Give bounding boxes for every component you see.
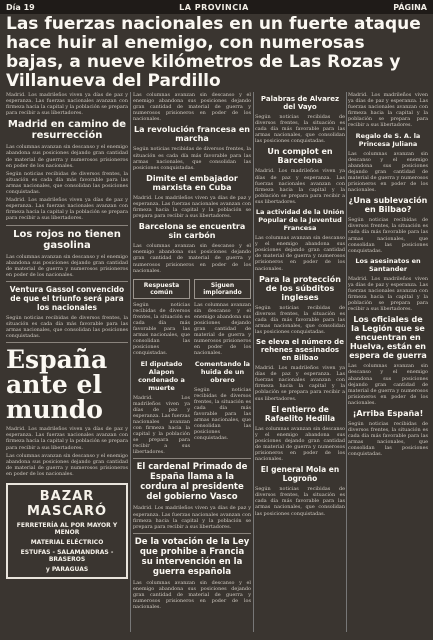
issue-day: Día 19 (6, 2, 35, 12)
column-divider (130, 92, 131, 632)
article-text: Madrid. Los madrileños viven ya días de paz y esperanza. Las fuerzas nacionales avanzan con firmeza hacia la capital y la población se prepara para recibir a sus libertadores. (133, 194, 251, 220)
article-text: Las columnas avanzan sin descanso y el enemigo abandona sus posiciones dejando gran cantidad de material de guerra y numerosos prisioneros en poder de los nacionales. (133, 243, 251, 274)
headline-huida: Comentando la huida de un obrero (194, 359, 251, 384)
column-divider (346, 92, 347, 632)
article-text: Las columnas avanzan sin descanso y el enemigo abandona sus posiciones dejando gran cantidad de material de guerra y numerosos prisioneros en poder de los nacionales. (255, 235, 345, 272)
ad-title: BAZAR MASCARÓ (26, 489, 108, 519)
article-text: Según noticias recibidas de diversos frentes, la situación es cada día más favorable para las armas nacionales, que consolidan las posiciones conquistadas. (194, 386, 251, 442)
split-articles (133, 276, 251, 456)
headline-complot: Un complot en Barcelona (267, 147, 333, 166)
column-3 (255, 92, 345, 632)
headline-carbon: Barcelona se encuentra sin carbón (138, 222, 246, 241)
article-text: Madrid. Los madrileños viven ya días de paz y esperanza. Las fuerzas nacionales avanzan con firmeza hacia la capital y la población se prepara para recibir a sus libertadores. (348, 92, 428, 129)
article-text: Según noticias recibidas de diversos frentes, la situación es cada día más favorable para las armas nacionales, que consolidan las posiciones conquistadas. (255, 304, 345, 335)
headline-rehenes: Se eleva el número de rehenes asesinados en Bilbao (256, 338, 344, 363)
article-text: Según noticias recibidas de diversos frentes, la situación es cada día más favorable para las armas nacionales, que consolidan las posiciones conquistadas. (255, 486, 345, 517)
headline-respuesta: Respuesta común (133, 279, 190, 299)
article-text: Las columnas avanzan sin descanso y el enemigo abandona sus posiciones dejando gran cantidad de material de guerra y numerosos prisioneros en poder de los nacionales. (255, 425, 345, 463)
headline-gasolina: Los rojos no tienen gasolina (13, 228, 121, 251)
headline-madrid: Madrid en camino de resurrección (7, 119, 127, 142)
article-text: Según noticias recibidas de diversos frentes, la situación es cada día más favorable para las armas nacionales, que consolidan las posiciones conquistadas. (6, 170, 128, 196)
article-text: Las columnas avanzan sin descanso y el enemigo abandona sus posiciones dejando gran cantidad de material de guerra y numerosos prisioneros en poder de los nacionales. (6, 452, 128, 477)
article-text: Según noticias recibidas de diversos frentes, la situación es cada día más favorable para las armas nacionales, que consolidan las posiciones conquistadas. (348, 217, 428, 254)
headline-alapon: El diputado Alapon condenado a muerte (138, 359, 185, 392)
article-text: Según noticias recibidas de diversos frentes, la situación es cada día más favorable para las armas nacionales, que consolidan las posiciones conquistadas. (6, 314, 128, 340)
ad-line: FERRETERÍA AL POR MAYOR Y MENOR (16, 522, 118, 536)
headline-vayo: Palabras de Alvarez del Vayo (260, 95, 340, 111)
ad-line: MATERIAL ELÉCTRICO (30, 539, 104, 546)
divider (133, 458, 251, 459)
article-text: Las columnas avanzan sin descanso y el enemigo abandona sus posiciones dejando gran cantidad de material de guerra y numerosos prisioneros en poder de los nacionales. (6, 253, 128, 278)
divider (6, 342, 128, 343)
article-text: Madrid. Los madrileños viven ya días de paz y esperanza. Las fuerzas nacionales avanzan con firmeza hacia la capital y la población se prepara para recibir a sus libertadores. (255, 365, 345, 402)
masthead (0, 0, 433, 14)
headline-cardenal: El cardenal Primado de España llama a la cordura al presidente del gobierno Vasco (136, 462, 248, 503)
article-text: Las columnas avanzan sin descanso y el enemigo abandona sus posiciones dejando gran cantidad de material de guerra y numerosos prisioneros en poder de los nacionales. (133, 92, 251, 123)
article-text: Madrid. Los madrileños viven ya días de paz y esperanza. Las fuerzas nacionales avanzan con firmeza hacia la capital y la población se prepara para recibir a sus libertadores. (348, 275, 428, 313)
headline-mola: El general Mola en Logroño (260, 465, 340, 484)
article-text: Madrid. Los madrileños viven ya días de paz y esperanza. Las fuerzas nacionales avanzan con firmeza hacia la capital y la población se prepara para recibir a sus libertadores. (6, 92, 128, 117)
headline-santander: Los asesinatos en Santander (355, 256, 421, 273)
headline-espana-mundo: España ante el mundo (6, 345, 108, 425)
ad-line: ESTUFAS - SALAMANDRAS - BRASEROS (20, 549, 114, 563)
newspaper-title: LA PROVINCIA (179, 2, 249, 12)
article-text: Las columnas avanzan sin descanso y el enemigo abandona sus posiciones dejando gran cantidad de material de guerra y numerosos prisioneros en poder de los nacionales. (348, 150, 428, 194)
main-headline: Las fuerzas nacionales en un fuerte ataque hace huir al enemigo, con numerosas bajas, a nueve kilómetros de Las Rozas y Villanueva del Pardillo (6, 14, 421, 91)
headline-votacion: De la votación de la Ley que prohibe a Francia su intervención en la guerra española (134, 536, 250, 577)
article-text: Madrid. Los madrileños viven ya días de paz y esperanza. Las fuerzas nacionales avanzan con firmeza hacia la capital y la población se prepara para recibir a sus libertadores. (6, 197, 128, 222)
article-text: Según noticias recibidas de diversos frentes, la situación es cada día más favorable para las armas nacionales, que consolidan las posiciones conquistadas. (348, 421, 428, 458)
headline-arriba: ¡Arriba España! (352, 409, 424, 418)
page-label: PÁGINA (393, 2, 427, 12)
article-text: Las columnas avanzan sin descanso y el enemigo abandona sus posiciones dejando gran cantidad de material de guerra y numerosos prisioneros en poder de los nacionales. (133, 579, 251, 611)
headline-sublevacion: ¿Una sublevación en Bilbao? (348, 196, 428, 215)
article-text: Las columnas avanzan sin descanso y el enemigo abandona sus posiciones dejando gran cantidad de material de guerra y numerosos prisioneros en poder de los nacionales. (194, 301, 251, 357)
headline-revolucion: La revolución francesa en marcha (133, 125, 250, 144)
headline-embajador: Dimite el embajador marxista en Cuba (146, 173, 238, 192)
ad-line: y PARAGUAS (45, 566, 89, 573)
article-text: Madrid. Los madrileños viven ya días de paz y esperanza. Las fuerzas nacionales avanzan con firmeza hacia la capital y la población se prepara para recibir a sus libertadores. (255, 168, 345, 205)
headline-ingleses: Para la protección de los súbditos ingleses (259, 274, 341, 302)
headline-gassol: Ventura Gassol convencido de que el triunfo será para los nacionales (9, 284, 125, 312)
headline-hedilla: El entierro de Rafaelito Hedilla (264, 404, 336, 423)
article-text: Según noticias recibidas de diversos frentes, la situación es cada día más favorable para las armas nacionales, que consolidan las posiciones conquistadas. (255, 114, 345, 145)
divider (133, 533, 251, 534)
divider (6, 225, 128, 226)
column-1 (6, 92, 128, 632)
headline-legion: Los oficiales de la Legión que se encuentran en Huelva, están en espera de guerra (349, 315, 427, 361)
headline-implorando: Siguen implorando (194, 279, 251, 299)
column-2 (133, 92, 251, 632)
article-text: Las columnas avanzan sin descanso y el enemigo abandona sus posiciones dejando gran cantidad de material de guerra y numerosos prisioneros en poder de los nacionales. (6, 144, 128, 169)
article-text: Madrid. Los madrileños viven ya días de paz y esperanza. Las fuerzas nacionales avanzan con firmeza hacia la capital y la población se prepara para recibir a sus libertadores. (6, 426, 128, 451)
headline-juventud: La actividad de la Unión Popular de la Juventud Francesa (255, 208, 345, 233)
article-text: Según noticias recibidas de diversos frentes, la situación es cada día más favorable para las armas nacionales, que consolidan las posiciones conquistadas. (133, 146, 251, 171)
advertisement-bazar (6, 483, 128, 579)
column-4 (348, 92, 428, 632)
article-text: Madrid. Los madrileños viven ya días de paz y esperanza. Las fuerzas nacionales avanzan con firmeza hacia la capital y la población se prepara para recibir a sus libertadores. (133, 505, 251, 530)
column-divider (253, 92, 254, 632)
article-text: Madrid. Los madrileños viven ya días de paz y esperanza. Las fuerzas nacionales avanzan con firmeza hacia la capital y la población se prepara para recibir a sus libertadores. (133, 394, 190, 456)
divider (6, 281, 128, 282)
headline-juliana: Regalo de S. A. la Princesa Juliana (355, 131, 421, 148)
article-text: Según noticias recibidas de diversos frentes, la situación es cada día más favorable para las armas nacionales, que consolidan las posiciones conquistadas. (133, 301, 190, 357)
article-text: Las columnas avanzan sin descanso y el enemigo abandona sus posiciones dejando gran cantidad de material de guerra y numerosos prisioneros en poder de los nacionales. (348, 363, 428, 406)
